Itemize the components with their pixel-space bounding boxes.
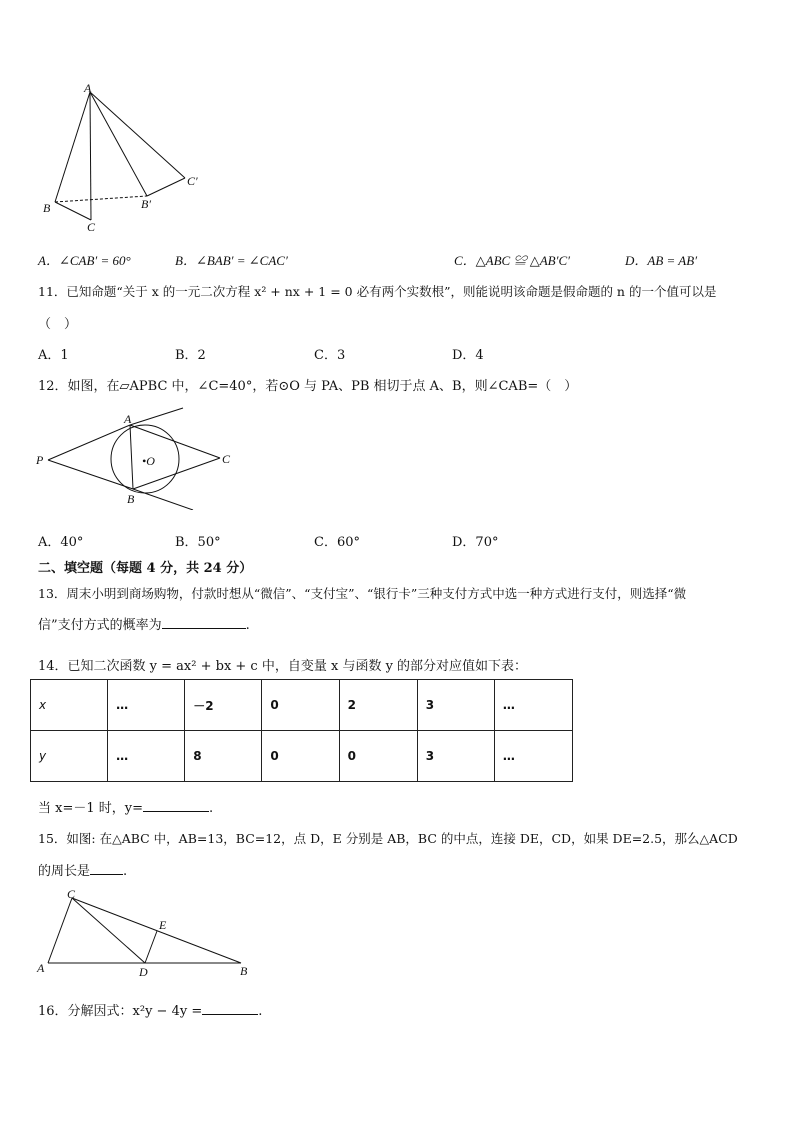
- q15-stem-line2: [38, 860, 127, 879]
- table-cell: 3: [417, 680, 494, 731]
- fig15-label-c: C: [67, 887, 76, 901]
- q13-stem-line1: 13．周末小明到商场购物，付款时想从“微信”、“支付宝”、“银行卡”三种支付方式中选一种方式进行支付，则选择“微: [38, 586, 687, 601]
- table-cell: …: [108, 731, 185, 782]
- q16-end: .: [258, 1004, 263, 1019]
- q11-stem-line2: （ ）: [38, 317, 78, 332]
- q16-line: [38, 1000, 262, 1019]
- fig12-label-p: P: [36, 453, 44, 467]
- q10-option-c: C．△ABC ≌ △AB′C′: [454, 253, 570, 268]
- q13-end: .: [245, 618, 250, 633]
- fig10-label-b-prime: B′: [141, 197, 151, 211]
- table-cell: －2: [185, 680, 262, 731]
- q10-option-b: B．∠BAB′ = ∠CAC′: [175, 253, 288, 268]
- q15-text: 的周长是: [38, 864, 91, 879]
- table-cell: 0: [262, 680, 339, 731]
- table-cell: 3: [417, 731, 494, 782]
- table-cell: 2: [339, 680, 417, 731]
- q14-end: .: [209, 801, 214, 816]
- table-cell: 0: [339, 731, 417, 782]
- table-cell: x: [31, 680, 108, 731]
- table-cell: …: [494, 680, 572, 731]
- table-cell: 0: [262, 731, 339, 782]
- q10-option-d: D．AB = AB′: [625, 253, 698, 268]
- fig10-label-c-prime: C′: [187, 174, 198, 188]
- q15-stem-line1: 15．如图: 在△ABC 中，AB=13，BC=12，点 D，E 分别是 AB，BC 的中点，连接 DE，CD，如果 DE=2.5，那么△ACD: [38, 831, 738, 846]
- fig15-label-e: E: [159, 918, 167, 932]
- fig10-label-a: A: [84, 81, 92, 95]
- table-cell: y: [31, 731, 108, 782]
- q11-stem-line1: 11．已知命题“关于 x 的一元二次方程 x² + nx + 1 = 0 必有两个实数根”，则能说明该命题是假命题的 n 的一个值可以是: [38, 284, 717, 299]
- figure-q12: [30, 400, 245, 510]
- figure-q15: [34, 885, 254, 980]
- q13-answer-blank[interactable]: [162, 616, 246, 629]
- fig10-label-c: C: [87, 220, 96, 234]
- q11-option-a: A．1: [38, 348, 69, 363]
- q13-text: 信”支付方式的概率为: [38, 618, 162, 633]
- q12-option-b: B．50°: [175, 535, 221, 550]
- table-cell: …: [108, 680, 185, 731]
- q11-option-c: C．3: [314, 348, 346, 363]
- fig10-label-b: B: [43, 201, 51, 215]
- q10-option-a: A．∠CAB′ = 60°: [38, 253, 131, 268]
- fig12-label-o: •O: [142, 454, 155, 468]
- section-title: 二、填空题（每题 4 分，共 24 分）: [38, 561, 253, 576]
- fig15-label-b: B: [240, 964, 248, 978]
- q14-answer-line: [38, 797, 213, 816]
- table-cell: …: [494, 731, 572, 782]
- q14-answer-prefix: 当 x=－1 时，y=: [38, 801, 143, 816]
- fig12-label-a: A: [124, 412, 132, 426]
- table-row: [31, 680, 573, 731]
- q14-stem: 14．已知二次函数 y = ax² + bx + c 中，自变量 x 与函数 y 的部分对应值如下表：: [38, 659, 528, 674]
- fig15-label-d: D: [139, 965, 148, 979]
- fig12-label-c: C: [222, 452, 231, 466]
- table-row: [31, 731, 573, 782]
- q13-stem-line2: [38, 614, 250, 633]
- q12-option-d: D．70°: [452, 535, 499, 550]
- q11-option-d: D．4: [452, 348, 484, 363]
- q12-option-a: A．40°: [38, 535, 84, 550]
- q12-option-c: C．60°: [314, 535, 360, 550]
- figure-q10: [36, 80, 216, 235]
- q11-option-b: B．2: [175, 348, 206, 363]
- fig15-label-a: A: [37, 961, 45, 975]
- q12-stem: 12．如图，在▱APBC 中，∠C=40°，若⊙O 与 PA、PB 相切于点 A、B，则∠CAB=（ ）: [38, 379, 578, 394]
- q15-end: .: [123, 864, 128, 879]
- q16-answer-blank[interactable]: [202, 1002, 258, 1015]
- q16-stem: 16．分解因式：x²y − 4y =: [38, 1004, 203, 1019]
- q15-answer-blank[interactable]: [90, 862, 123, 875]
- table-cell: 8: [185, 731, 262, 782]
- q14-answer-blank[interactable]: [143, 799, 209, 812]
- value-table: [30, 679, 573, 782]
- fig12-label-b: B: [127, 492, 135, 506]
